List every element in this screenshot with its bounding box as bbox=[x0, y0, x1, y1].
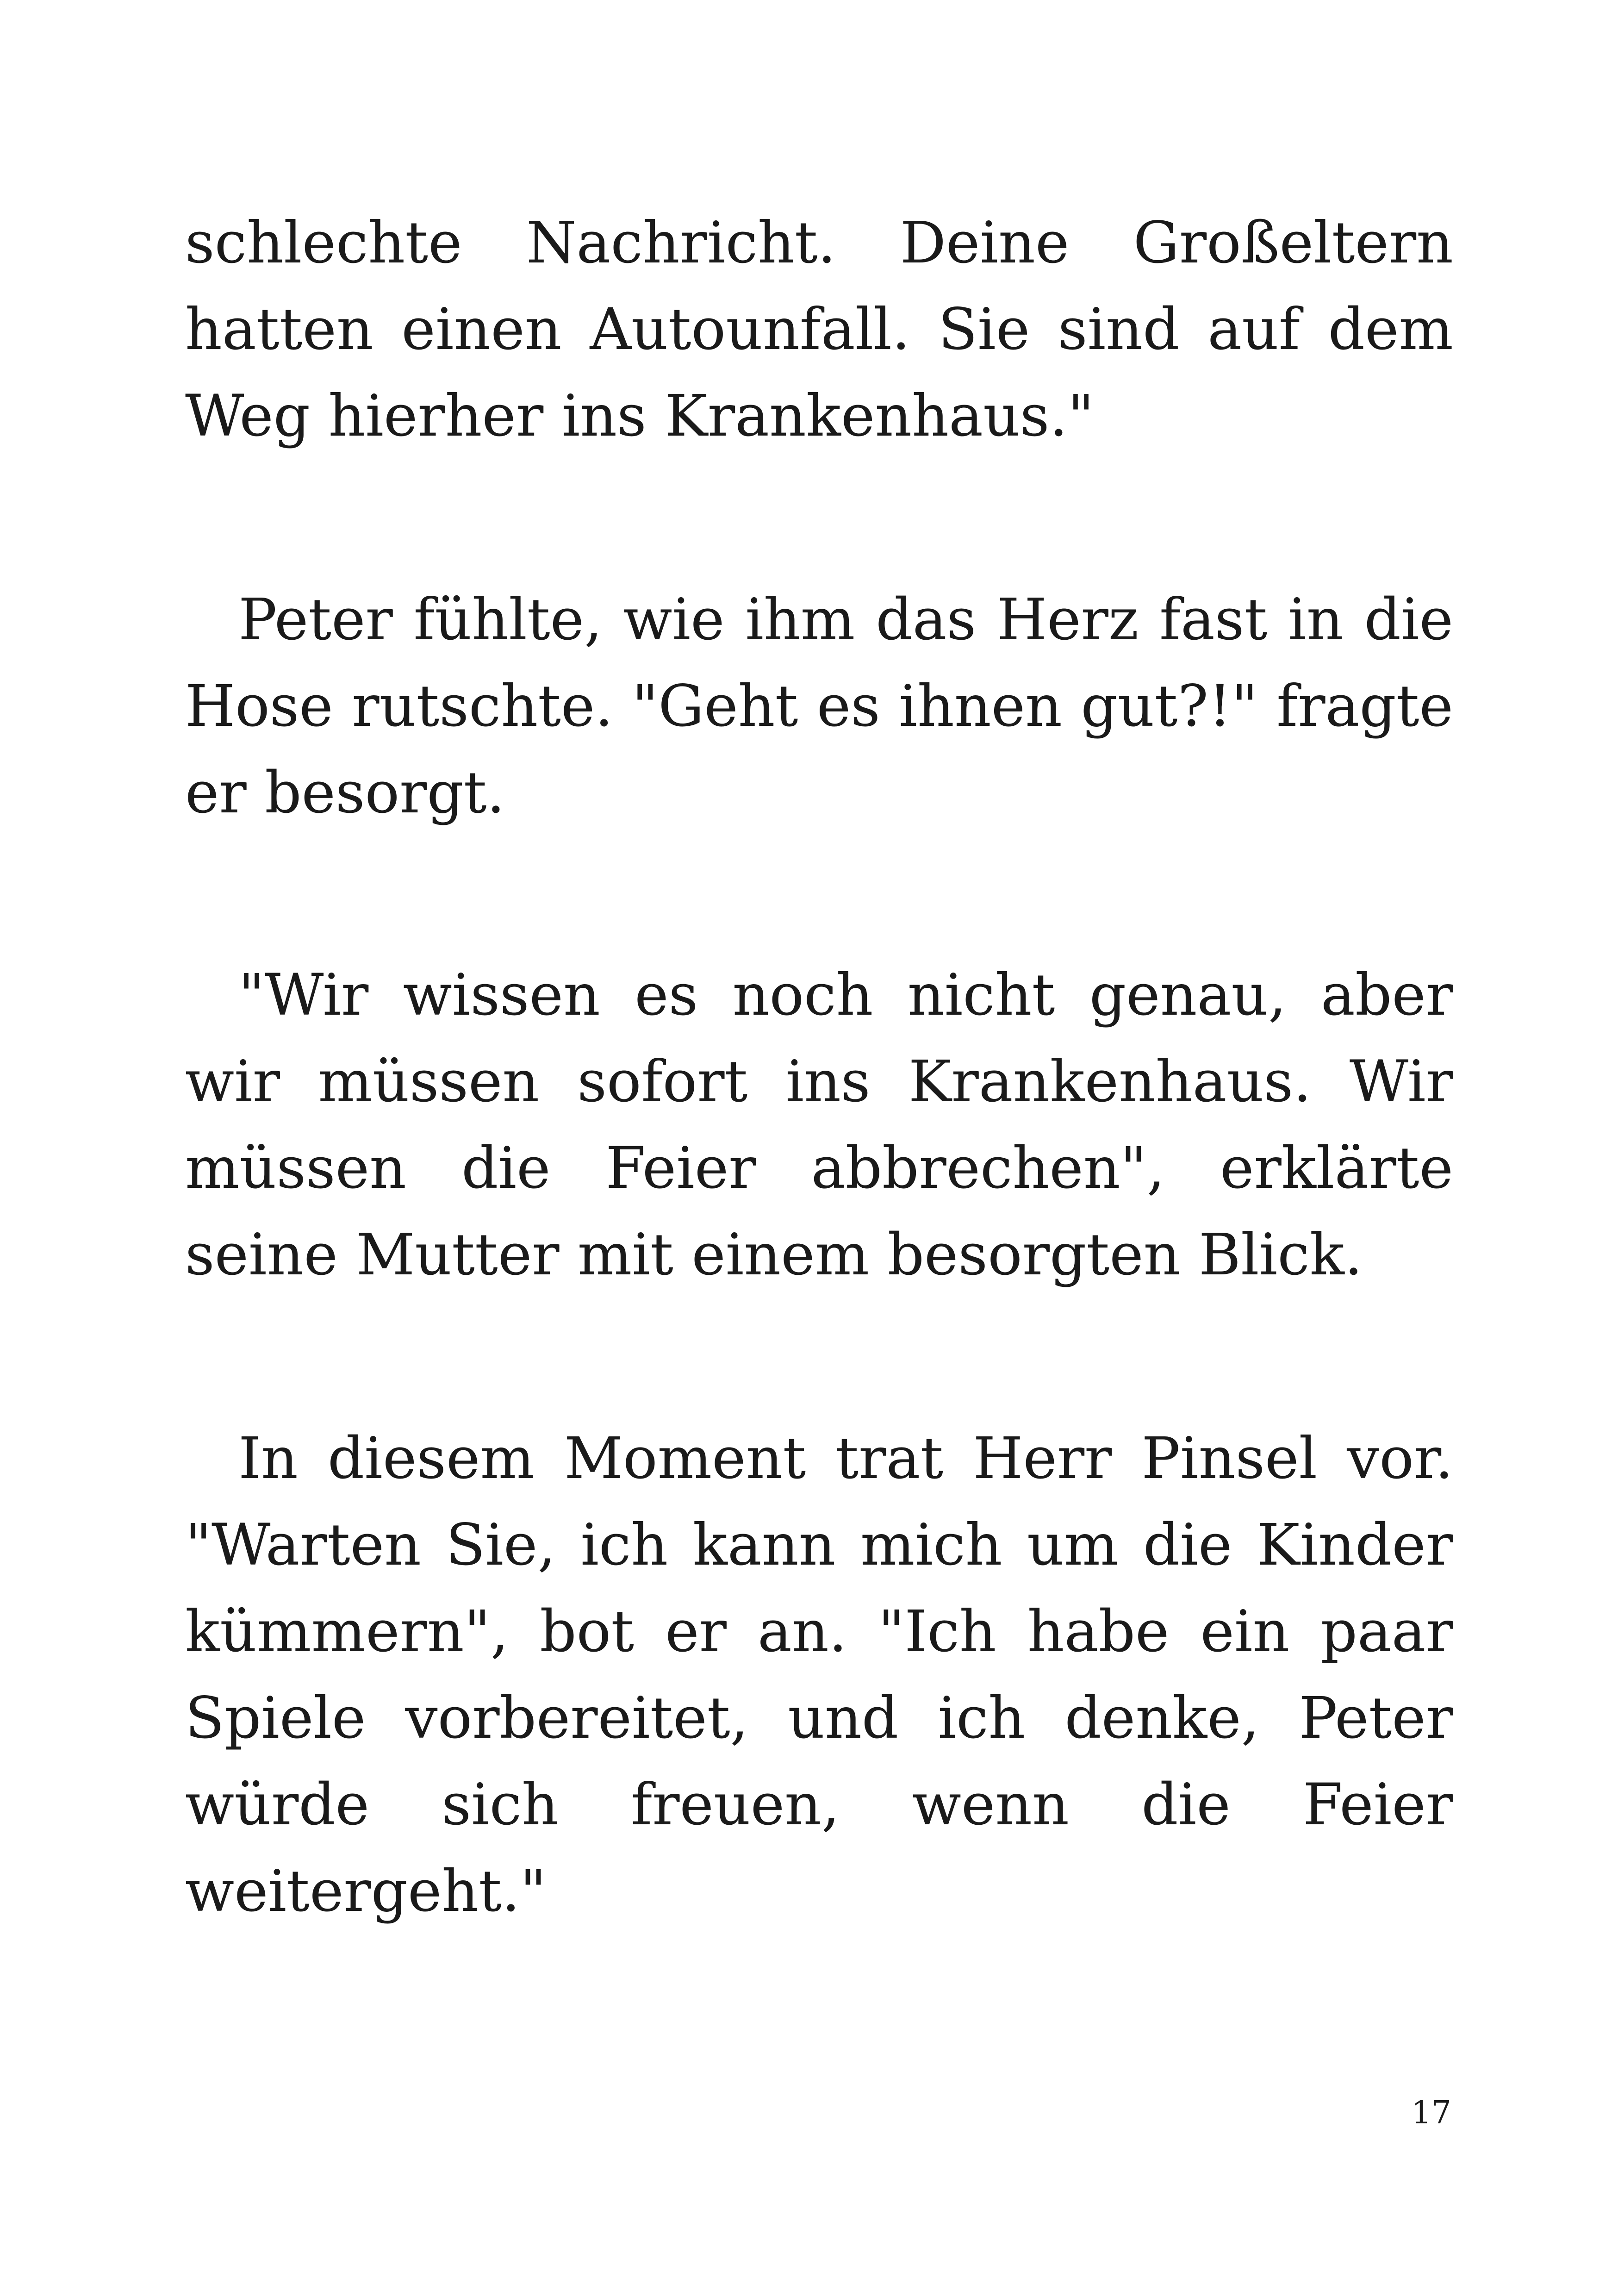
paragraph-herr-pinsel: In diesem Moment trat Herr Pinsel vor. "Warten Sie, ich kann mich um die Kinder kümmern", bot er an. "Ich habe ein paar Spiele vorbereitet, und ich denke, Peter würde sich freuen, wenn die Feier weitergeht." bbox=[185, 1425, 1453, 1925]
paragraph-mother-explains: "Wir wissen es noch nicht genau, aber wir müssen sofort ins Krankenhaus. Wir müssen die Feier abbrechen", erklärte seine Mutter mit einem besorgten Blick. bbox=[185, 962, 1453, 1288]
paragraph-continuation: schlechte Nachricht. Deine Großeltern hatten einen Autounfall. Sie sind auf dem Weg hierher ins Krankenhaus." bbox=[185, 210, 1453, 449]
paragraph-peter-worried: Peter fühlte, wie ihm das Herz fast in die Hose rutschte. "Geht es ihnen gut?!" fragte er besorgt. bbox=[185, 586, 1453, 826]
page-number: 17 bbox=[1411, 2095, 1451, 2131]
